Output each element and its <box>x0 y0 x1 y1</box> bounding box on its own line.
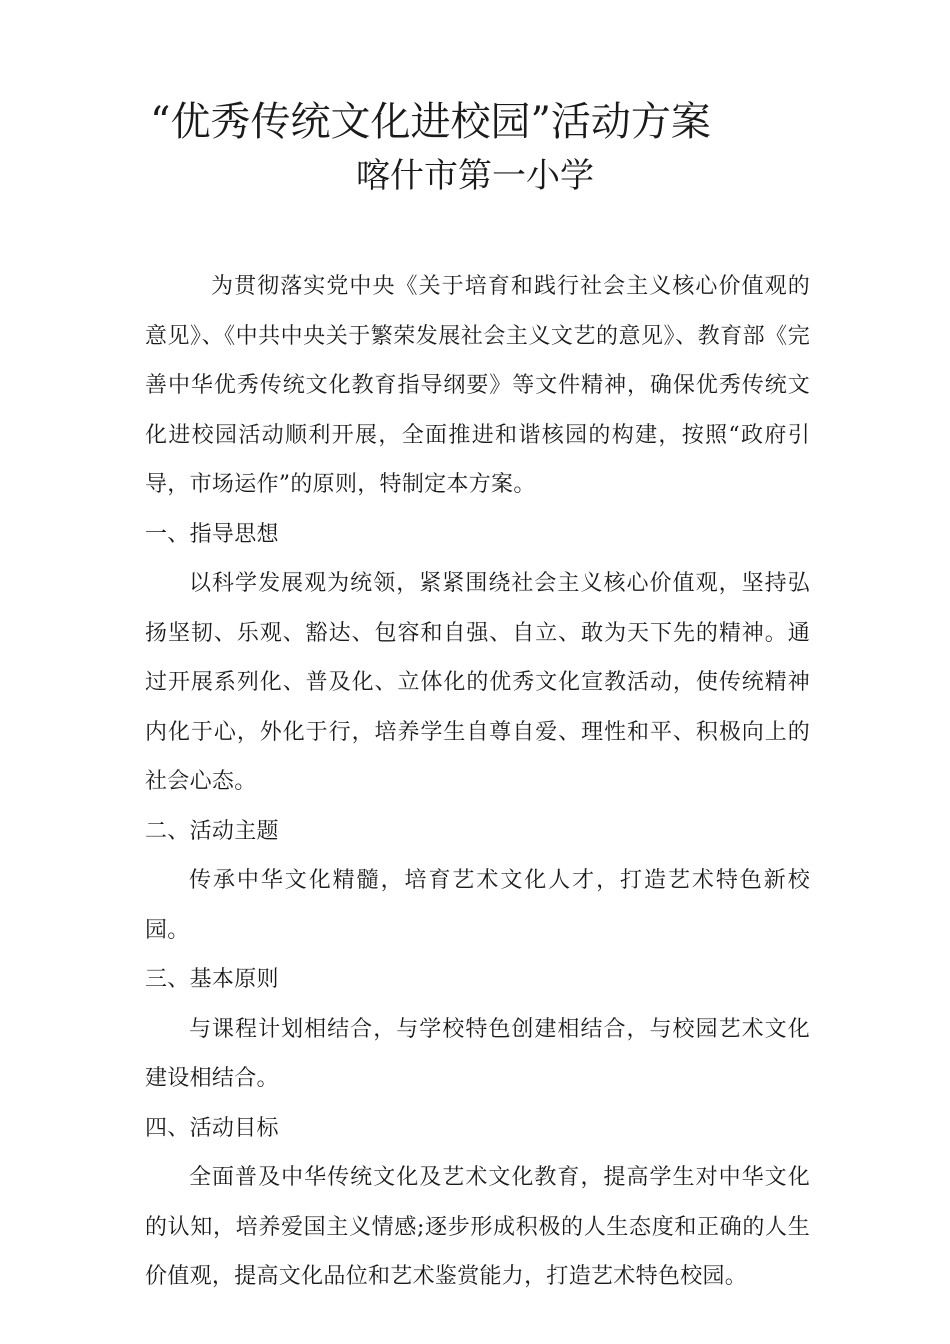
intro-paragraph: 为贯彻落实党中央《关于培育和践行社会主义核心价值观的意见》、《中共中央关于繁荣发展社会主义文艺的意见》、教育部《完善中华优秀传统文化教育指导纲要》等文件精神，确保优秀传统文化进校园活动顺利开展，全面推进和谐核园的构建，按照“政府引导，市场运作”的原则，特制定本方案。 <box>145 274 810 497</box>
section-heading-basic-principles: 三、基本原则 <box>145 967 279 992</box>
document-subtitle: 喀什市第一小学 <box>356 156 594 196</box>
section-heading-activity-theme: 二、活动主题 <box>145 818 279 844</box>
section-heading-guiding-ideology: 一、指导思想 <box>145 521 279 547</box>
section-text-activity-theme: 传承中华文化精髓，培育艺术文化人才，打造艺术特色新校园。 <box>145 868 810 943</box>
section-heading-activity-goals: 四、活动目标 <box>145 1115 279 1141</box>
section-text-basic-principles: 与课程计划相结合，与学校特色创建相结合，与校园艺术文化建设相结合。 <box>145 1016 810 1091</box>
document-body <box>145 262 810 1302</box>
document-title: “优秀传统文化进校园”活动方案 <box>150 99 711 145</box>
section-text-activity-goals: 全面普及中华传统文化及艺术文化教育，提高学生对中华文化的认知，培养爱国主义情感;逐步形成积极的人生态度和正确的人生价值观，提高文化品位和艺术鉴赏能力，打造艺术特色校园。 <box>145 1165 810 1289</box>
section-text-guiding-ideology: 以科学发展观为统领，紧紧围绕社会主义核心价值观，坚持弘扬坚韧、乐观、豁达、包容和自强、自立、敢为天下先的精神。通过开展系列化、普及化、立体化的优秀文化宣教活动，使传统精神内化于心，外化于行，培养学生自尊自爱、理性和平、积极向上的社会心态。 <box>145 571 810 794</box>
